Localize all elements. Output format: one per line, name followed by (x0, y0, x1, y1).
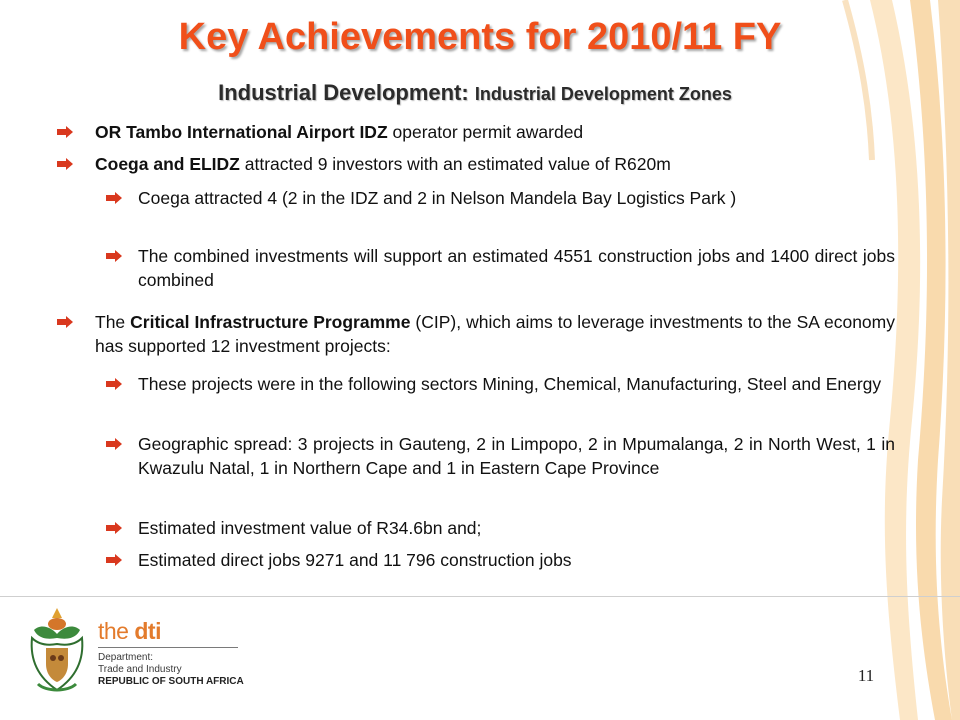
page-number: 11 (857, 666, 875, 685)
bullet-bold-text: Critical Infrastructure Programme (130, 312, 411, 332)
bullet-item (138, 244, 895, 292)
bullet-item (138, 432, 895, 480)
bullet-pre-text: The (95, 312, 131, 332)
bullet-text: Estimated direct jobs 9271 and 11 796 construction jobs (138, 550, 572, 570)
arrow-bullet-icon (57, 158, 73, 170)
bullet-text: These projects were in the following sectors Mining, Chemical, Manufacturing, Steel and Energy (138, 374, 882, 394)
bullet-text: Coega attracted 4 (2 in the IDZ and 2 in Nelson Mandela Bay Logistics Park ) (138, 188, 737, 208)
dti-logo-rule (98, 647, 238, 648)
bullet-text: The combined investments will support an estimated 4551 construction jobs and 1400 direct jobs combined (138, 246, 895, 290)
bullet-bold-text: Coega and ELIDZ (95, 154, 240, 174)
arrow-bullet-icon (57, 126, 73, 138)
dti-brand-light: the (98, 618, 135, 644)
coat-of-arms-icon (26, 604, 88, 696)
arrow-bullet-icon (106, 378, 122, 390)
bullet-bold-text: OR Tambo International Airport IDZ (95, 122, 388, 142)
subtitle-rest: Industrial Development Zones (474, 84, 732, 104)
arrow-bullet-icon (106, 192, 122, 204)
dti-logo-line: REPUBLIC OF SOUTH AFRICA (98, 676, 244, 687)
arrow-bullet-icon (106, 522, 122, 534)
arrow-bullet-icon (106, 438, 122, 450)
bullet-text: Estimated investment value of R34.6bn and; (138, 518, 482, 538)
dti-logo-line: Department: (98, 652, 154, 663)
dti-brand (98, 618, 278, 644)
bullet-item (95, 310, 895, 358)
slide-subtitle (0, 80, 950, 109)
dti-logo-line: Trade and Industry (98, 664, 182, 675)
dti-brand-bold: dti (134, 618, 161, 644)
bullet-text: Geographic spread: 3 projects in Gauteng, 2 in Limpopo, 2 in Mpumalanga, 2 in North West, 1 in Kwazulu Natal, 1 in Northern Cape and 1 in Eastern Cape Province (138, 434, 895, 478)
arrow-bullet-icon (106, 554, 122, 566)
arrow-bullet-icon (57, 316, 73, 328)
bullet-item (138, 186, 895, 210)
bullet-text: (CIP), which aims to leverage investments to the SA economy has supported 12 investment projects: (95, 312, 895, 356)
bullet-text: operator permit awarded (387, 122, 584, 142)
footer-divider (0, 596, 960, 597)
bullet-item (95, 152, 895, 176)
subtitle-main: Industrial Development: (218, 80, 475, 105)
bullet-item (138, 516, 895, 540)
bullet-item (138, 372, 895, 396)
arrow-bullet-icon (106, 250, 122, 262)
dti-logo (98, 618, 278, 688)
bullet-text: attracted 9 investors with an estimated value of R620m (239, 154, 671, 174)
bullet-item (95, 120, 895, 144)
slide-title: Key Achievements for 2010/11 FY (178, 16, 782, 58)
bullet-item (138, 548, 895, 572)
